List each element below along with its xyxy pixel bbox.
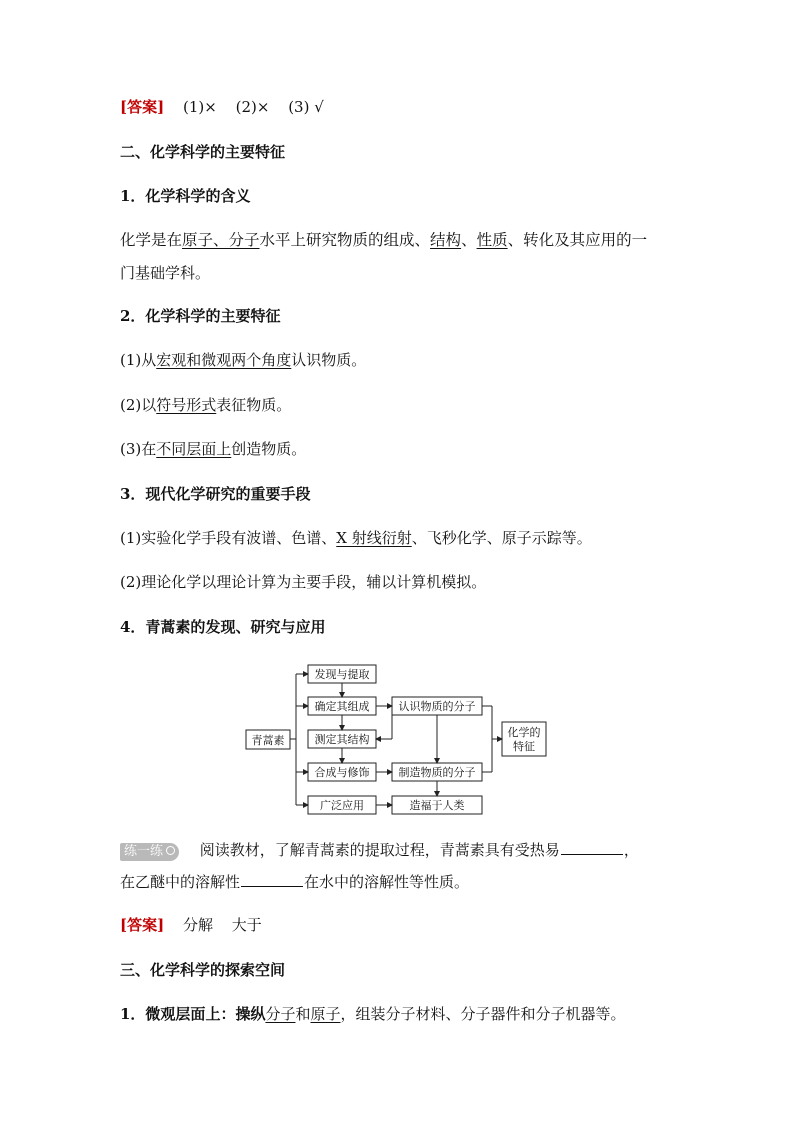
section-2-title: 二、化学科学的主要特征 bbox=[120, 143, 286, 161]
text-segment: 表征物质。 bbox=[216, 396, 292, 414]
text-segment: (3)在 bbox=[120, 440, 157, 458]
keyword: 原子 bbox=[310, 1005, 341, 1023]
keyword: 性质 bbox=[476, 231, 508, 249]
practice-text: 在乙醚中的溶解性 bbox=[120, 873, 241, 891]
keyword: 宏观和微观两个角度 bbox=[156, 351, 292, 369]
answer-line-2 bbox=[120, 915, 262, 935]
text-segment: 和 bbox=[295, 1005, 311, 1023]
text-segment: (1)实验化学手段有波谱、色谱、 bbox=[120, 529, 337, 547]
keyword: 结构 bbox=[430, 231, 462, 249]
answer-label: [答案] bbox=[120, 916, 165, 934]
node-step-1-label: 发现与提取 bbox=[314, 668, 370, 681]
subsection-3-title: 3．现代化学研究的重要手段 bbox=[120, 485, 311, 503]
method-item-1 bbox=[120, 528, 592, 548]
node-mid-1-label: 认识物质的分子 bbox=[398, 700, 476, 713]
practice-tag bbox=[120, 843, 179, 861]
text-segment: 、飞秒化学、原子示踪等。 bbox=[411, 529, 592, 547]
answer-label: [答案] bbox=[120, 98, 165, 116]
definition-paragraph-line-2: 门基础学科。 bbox=[120, 264, 211, 282]
text-segment: (2)以 bbox=[120, 396, 157, 414]
practice-text: ， bbox=[623, 841, 639, 859]
text-segment: 化学是在 bbox=[120, 231, 183, 249]
node-mid-3-label: 造福于人类 bbox=[409, 799, 465, 812]
node-step-4-label: 合成与修饰 bbox=[314, 766, 370, 779]
text-segment: 、转化及其应用的一 bbox=[507, 231, 648, 249]
practice-line-1 bbox=[120, 840, 639, 861]
node-step-5-label: 广泛应用 bbox=[320, 799, 364, 812]
feature-item-2 bbox=[120, 395, 291, 415]
circle-icon bbox=[166, 846, 175, 855]
practice-tag-label: 练一练 bbox=[124, 844, 164, 859]
node-step-2-label: 确定其组成 bbox=[314, 700, 370, 713]
node-right-label-2: 特征 bbox=[513, 740, 535, 753]
text-segment: 1．微观层面上：操纵 bbox=[120, 1005, 266, 1023]
fill-blank-1[interactable] bbox=[561, 840, 623, 855]
practice-line-2 bbox=[120, 872, 469, 892]
keyword: 不同层面上 bbox=[156, 440, 232, 458]
text-segment: 水平上研究物质的组成、 bbox=[259, 231, 431, 249]
subsection-2-title: 2．化学科学的主要特征 bbox=[120, 307, 281, 325]
keyword: X 射线衍射 bbox=[336, 529, 412, 547]
practice-text: 阅读教材，了解青蒿素的提取过程，青蒿素具有受热易 bbox=[199, 841, 560, 859]
text-segment: 创造物质。 bbox=[231, 440, 307, 458]
feature-item-1 bbox=[120, 350, 366, 370]
method-item-2: (2)理论化学以理论计算为主要手段，辅以计算机模拟。 bbox=[120, 573, 487, 591]
artemisinin-flow-diagram bbox=[240, 660, 560, 820]
subsection-1-title: 1．化学科学的含义 bbox=[120, 187, 251, 205]
subsection-4-title: 4．青蒿素的发现、研究与应用 bbox=[120, 618, 326, 636]
node-right-label-1: 化学的 bbox=[507, 726, 541, 739]
keyword: 原子、分子 bbox=[182, 231, 260, 249]
fill-blank-2[interactable] bbox=[241, 872, 303, 887]
text-segment: (1)从 bbox=[120, 351, 157, 369]
text-segment: ，组装分子材料、分子器件和分子机器等。 bbox=[340, 1005, 626, 1023]
answer-item: 大于 bbox=[231, 916, 262, 934]
keyword: 符号形式 bbox=[156, 396, 217, 414]
node-root-label: 青蒿素 bbox=[251, 734, 285, 747]
answer-item: (1)× bbox=[182, 98, 217, 116]
text-segment: 认识物质。 bbox=[291, 351, 367, 369]
section-3-title: 三、化学科学的探索空间 bbox=[120, 961, 286, 979]
feature-item-3 bbox=[120, 439, 306, 459]
exploration-item-1 bbox=[120, 1004, 626, 1024]
keyword: 分子 bbox=[265, 1005, 296, 1023]
answer-item: 分解 bbox=[182, 916, 213, 934]
node-step-3-label: 测定其结构 bbox=[314, 733, 370, 746]
answer-item: (3) √ bbox=[288, 98, 324, 116]
practice-text: 在水中的溶解性等性质。 bbox=[304, 873, 470, 891]
answer-item: (2)× bbox=[235, 98, 270, 116]
answer-line-1 bbox=[120, 97, 324, 117]
text-segment: 、 bbox=[461, 231, 477, 249]
definition-paragraph-line-1 bbox=[120, 230, 647, 250]
node-mid-2-label: 制造物质的分子 bbox=[398, 766, 476, 779]
